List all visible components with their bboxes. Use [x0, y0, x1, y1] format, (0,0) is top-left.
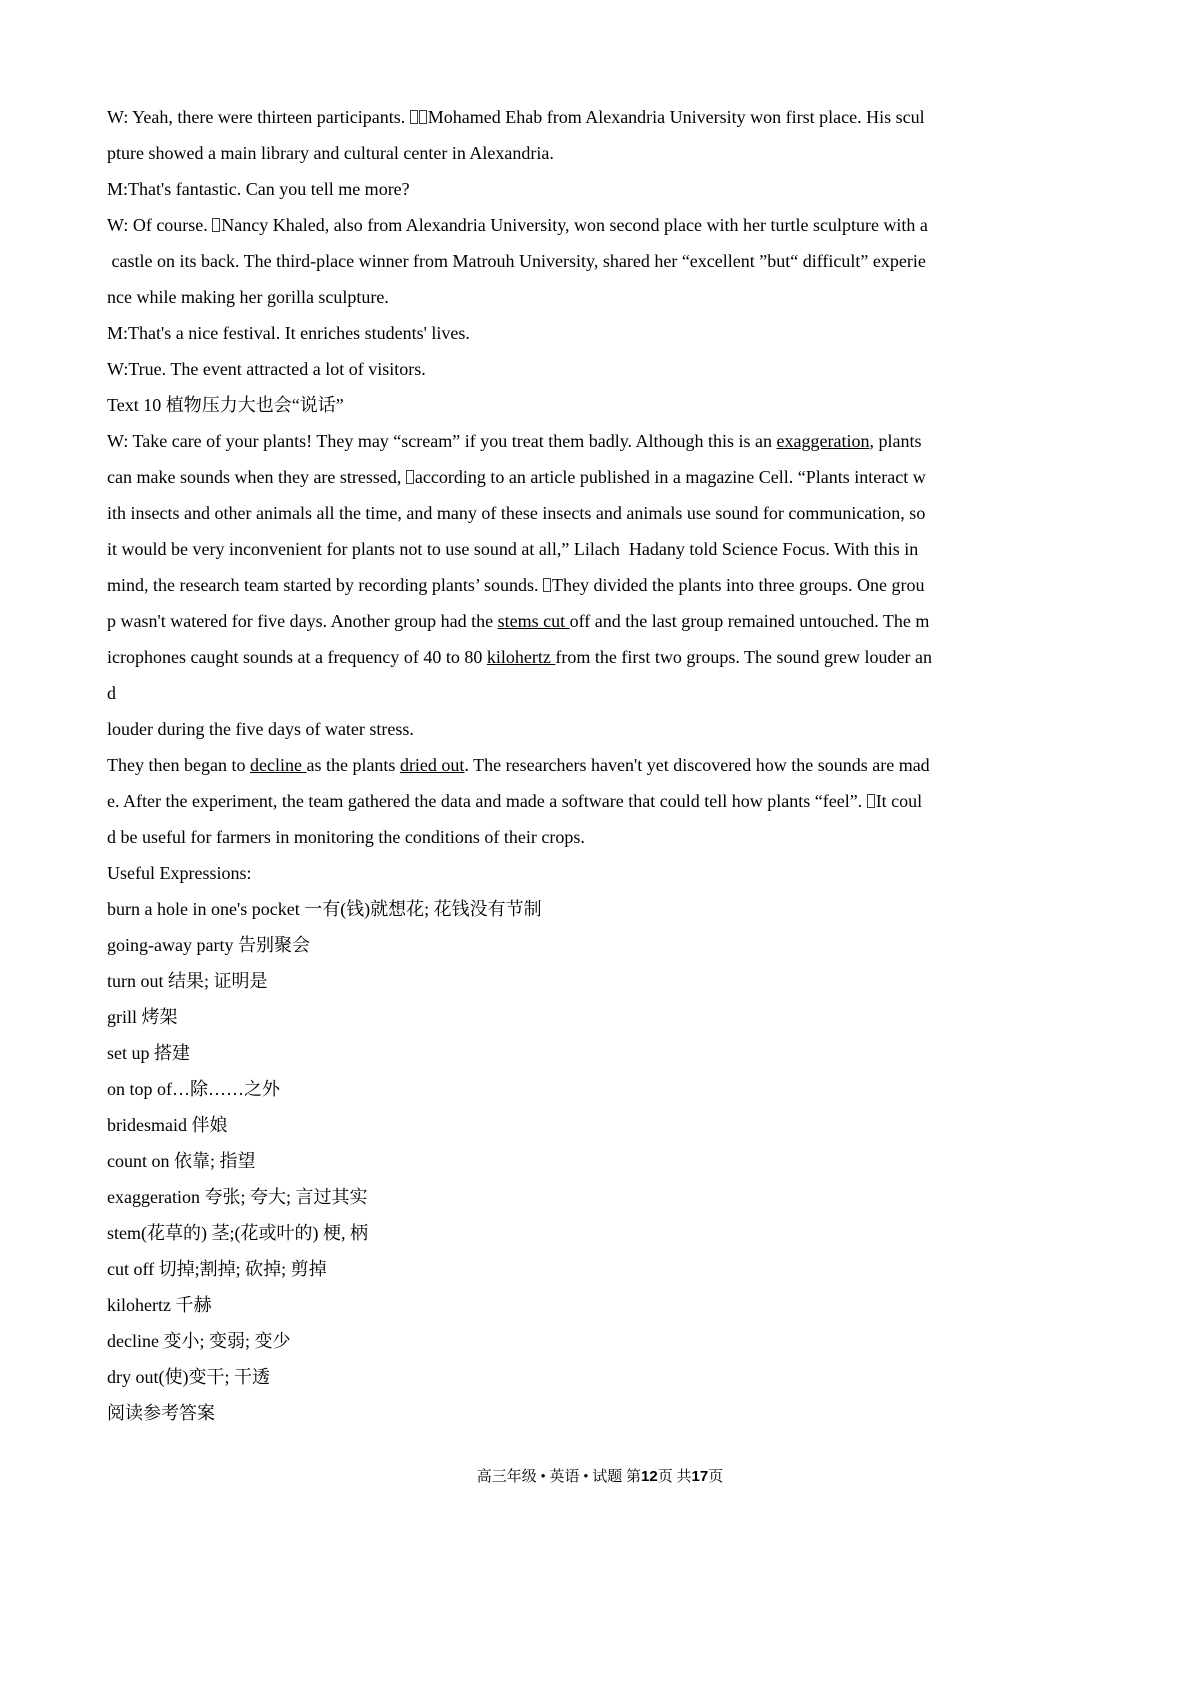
text-segment: Nancy Khaled, also from Alexandria University, won second place with her turtle sculpture with a [221, 215, 928, 235]
text-segment: according to an article published in a magazine Cell. “Plants interact w [414, 467, 926, 487]
text-line [107, 135, 1100, 171]
text-segment: castle on its back. The third-place winner from Matrouh University, shared her “excellent ”but“ difficult” experie [107, 251, 926, 271]
text-segment: Mohamed Ehab from Alexandria University won first place. His scul [427, 107, 925, 127]
text-line [107, 1035, 1100, 1071]
text-line [107, 1107, 1100, 1143]
text-line [107, 1179, 1100, 1215]
text-segment: They then began to [107, 755, 250, 775]
text-line [107, 675, 1100, 711]
underlined-segment: dried out [399, 755, 465, 775]
text-segment: Useful Expressions: [107, 863, 252, 883]
missing-glyph-box [410, 110, 418, 124]
text-line [107, 99, 1100, 135]
missing-glyph-box [212, 218, 220, 232]
text-line [107, 459, 1100, 495]
text-segment: 12 [641, 1468, 658, 1485]
text-segment: They divided the plants into three groups. One grou [552, 575, 925, 595]
text-segment: 页 共 [657, 1469, 692, 1485]
text-segment: 17 [691, 1468, 709, 1485]
text-segment: kilohertz 千赫 [107, 1295, 212, 1315]
text-line [107, 243, 1100, 279]
text-segment: going-away party 告别聚会 [107, 935, 310, 955]
text-segment: mind, the research team started by recording plants’ sounds. [107, 575, 544, 595]
underlined-segment: stems cut [497, 611, 570, 631]
missing-glyph-box [543, 578, 551, 592]
text-segment: , plants [869, 431, 922, 451]
text-segment: 高三年级 • 英语 • 试题 第 [476, 1469, 642, 1485]
text-line [107, 207, 1100, 243]
text-segment: set up 搭建 [107, 1043, 190, 1063]
text-line [107, 639, 1100, 675]
text-line [107, 747, 1100, 783]
text-segment: stem(花草的) 茎;(花或叶的) 梗, 柄 [107, 1223, 368, 1243]
text-segment: exaggeration 夸张; 夸大; 言过其实 [107, 1187, 368, 1207]
text-line [107, 1251, 1100, 1287]
text-line [107, 783, 1100, 819]
underlined-segment: decline [249, 755, 307, 775]
text-line [107, 855, 1100, 891]
text-segment: 阅读参考答案 [107, 1403, 215, 1423]
text-line [107, 387, 1100, 423]
text-segment: grill 烤架 [107, 1007, 178, 1027]
text-segment: It coul [875, 791, 923, 811]
text-line [107, 999, 1100, 1035]
text-segment: W: Of course. [107, 215, 213, 235]
text-segment: 页 [708, 1469, 724, 1485]
page-footer [0, 1466, 1200, 1488]
text-segment: can make sounds when they are stressed, [107, 467, 406, 487]
text-line [107, 891, 1100, 927]
underlined-segment: kilohertz [486, 647, 556, 667]
text-line [107, 1359, 1100, 1395]
text-line [107, 279, 1100, 315]
text-line [107, 423, 1100, 459]
text-segment: off and the last group remained untouched. The m [569, 611, 930, 631]
text-line [107, 1143, 1100, 1179]
text-line [107, 351, 1100, 387]
text-line [107, 1395, 1100, 1431]
text-segment: W: Take care of your plants! They may “scream” if you treat them badly. Although this is an [107, 431, 777, 451]
text-segment: W:True. The event attracted a lot of visitors. [107, 359, 426, 379]
text-segment: pture showed a main library and cultural center in Alexandria. [107, 143, 554, 163]
text-segment: burn a hole in one's pocket 一有(钱)就想花; 花钱没有节制 [107, 899, 542, 919]
text-line [107, 531, 1100, 567]
text-segment: dry out(使)变干; 干透 [107, 1367, 270, 1387]
text-line [107, 603, 1100, 639]
text-line [107, 819, 1100, 855]
text-line [107, 1215, 1100, 1251]
text-line [107, 171, 1100, 207]
text-segment: cut off 切掉;割掉; 砍掉; 剪掉 [107, 1259, 327, 1279]
text-segment: from the first two groups. The sound grew louder an [555, 647, 932, 667]
text-segment: . The researchers haven't yet discovered how the sounds are mad [464, 755, 930, 775]
missing-glyph-box [867, 794, 875, 808]
missing-glyph-box [406, 470, 414, 484]
text-segment: bridesmaid 伴娘 [107, 1115, 228, 1135]
text-segment: W: Yeah, there were thirteen participants. [107, 107, 410, 127]
text-line [107, 963, 1100, 999]
text-line [107, 1287, 1100, 1323]
text-line [107, 711, 1100, 747]
underlined-segment: exaggeration [776, 431, 870, 451]
text-segment: ith insects and other animals all the time, and many of these insects and animals use sound for communication, so [107, 503, 926, 523]
text-segment: nce while making her gorilla sculpture. [107, 287, 389, 307]
text-segment: as the plants [306, 755, 400, 775]
text-segment: louder during the five days of water stress. [107, 719, 414, 739]
text-segment: icrophones caught sounds at a frequency of 40 to 80 [107, 647, 487, 667]
text-line [107, 1071, 1100, 1107]
text-segment: on top of…除……之外 [107, 1079, 280, 1099]
text-segment: d [107, 683, 116, 703]
text-segment: count on 依靠; 指望 [107, 1151, 256, 1171]
text-segment: Text 10 植物压力大也会“说话” [107, 395, 344, 415]
text-segment: d be useful for farmers in monitoring the conditions of their crops. [107, 827, 585, 847]
text-line [107, 927, 1100, 963]
missing-glyph-box [419, 110, 427, 124]
text-line [107, 495, 1100, 531]
text-segment: M:That's a nice festival. It enriches students' lives. [107, 323, 470, 343]
text-line [107, 1323, 1100, 1359]
text-segment: e. After the experiment, the team gathered the data and made a software that could tell how plants “feel”. [107, 791, 867, 811]
transcript [107, 99, 1100, 1431]
text-segment: turn out 结果; 证明是 [107, 971, 268, 991]
text-line [107, 567, 1100, 603]
text-segment: decline 变小; 变弱; 变少 [107, 1331, 291, 1351]
text-line [107, 315, 1100, 351]
text-segment: M:That's fantastic. Can you tell me more? [107, 179, 410, 199]
text-segment: it would be very inconvenient for plants not to use sound at all,” Lilach Hadany told Science Focus. With this in [107, 539, 919, 559]
text-segment: p wasn't watered for five days. Another group had the [107, 611, 498, 631]
